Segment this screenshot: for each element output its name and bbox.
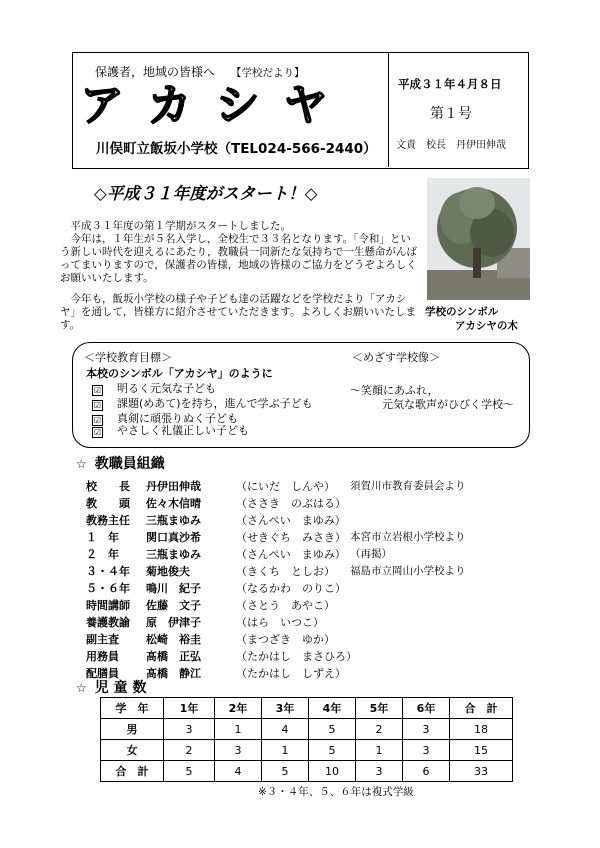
staff-role: 時間講師 — [86, 599, 130, 612]
checkbox-icon: ☑ — [93, 428, 102, 437]
article-paragraph-1: 平成３１年度の第１学期がスタートしました。 — [70, 220, 291, 232]
table-cell: 10 — [309, 761, 356, 782]
school-name: 川俣町立飯坂小学校（TEL024-566-2440） — [96, 141, 377, 157]
staff-role: 用務員 — [86, 650, 119, 663]
goal-item — [92, 380, 216, 396]
table-cell: 6 — [403, 761, 450, 782]
table-cell: 4 — [215, 761, 262, 782]
table-cell: 女 — [101, 740, 164, 761]
table-cell: 4 — [262, 719, 309, 740]
staff-name: 菊地俊夫 — [146, 565, 190, 578]
table-row — [101, 698, 513, 719]
staff-name: 関口真沙希 — [146, 531, 201, 544]
staff-reading: （はら いつこ） — [236, 616, 324, 629]
author-name: 丹伊田伸哉 — [456, 140, 506, 151]
staff-reading: （まつざき ゆか） — [236, 633, 335, 646]
checkbox-icon: ☑ — [93, 386, 102, 395]
staff-name: 原 伊津子 — [146, 616, 201, 629]
table-cell: 5 — [164, 761, 215, 782]
vision-line-1: ～笑顔にあふれ， — [350, 384, 439, 397]
star-icon: ☆ — [76, 681, 87, 695]
table-cell: 1 — [215, 719, 262, 740]
table-cell: 3 — [164, 719, 215, 740]
goals-title: ＜学校教育目標＞ — [84, 351, 172, 364]
goal-item-text: 明るく元気な子ども — [117, 382, 216, 395]
staff-heading-text: 教職員組織 — [94, 456, 165, 472]
author-label: 文責 — [396, 140, 416, 151]
table-cell: 1 — [262, 740, 309, 761]
table-cell: 5 — [262, 761, 309, 782]
vision-line-2: 元気な歌声がひびく学校～ — [382, 398, 514, 411]
staff-role: 教 頭 — [86, 497, 130, 510]
star-icon: ☆ — [76, 457, 87, 471]
table-cell: 2 — [356, 719, 403, 740]
staff-reading: （にいだ しんや） — [236, 480, 335, 493]
article-paragraph-2: 今年は，１年生が５名入学し，全校生で３３名となります。「令和」という新しい時代を迎えるにあたり，教職員一同新たな気持ちで一生懸命がんばってまいりますので，保護者の皆様，地域の皆様のご協力をどうぞよろしくお願いいたします。 — [60, 233, 417, 284]
staff-name: 丹伊田伸哉 — [146, 480, 201, 493]
staff-reading: （たかはし しずえ） — [236, 667, 346, 680]
staff-name: 鳴川 紀子 — [146, 582, 201, 595]
table-cell: 15 — [450, 740, 513, 761]
greeting — [95, 63, 305, 80]
staff-role: １ 年 — [86, 531, 119, 544]
table-cell: 33 — [450, 761, 513, 782]
table-cell: 3 — [403, 719, 450, 740]
staff-reading: （さとう あやこ） — [236, 599, 335, 612]
table-cell: 3 — [356, 761, 403, 782]
goal-item-text: やさしく礼儀正しい子ども — [117, 424, 249, 437]
staff-note: 本宮市立岩根小学校より — [350, 531, 466, 543]
table-cell: 18 — [450, 719, 513, 740]
table-cell: 5 — [309, 719, 356, 740]
staff-role: 副主査 — [86, 633, 119, 646]
staff-note: （再掲） — [350, 548, 392, 560]
table-row — [101, 740, 513, 761]
goal-item — [92, 422, 249, 438]
table-cell: 3 — [403, 740, 450, 761]
staff-name: 髙橋 正弘 — [146, 650, 201, 663]
staff-reading: （なるかわ のりこ） — [236, 582, 346, 595]
staff-reading: （きくち としお） — [236, 565, 335, 578]
table-cell: 男 — [101, 719, 164, 740]
staff-name: 髙橋 静江 — [146, 667, 201, 680]
photo-caption-1: 学校のシンボル — [425, 306, 499, 318]
newsletter-title-text: アカシヤ — [80, 80, 352, 131]
tree-image — [427, 178, 530, 300]
table-cell: 3年 — [262, 698, 309, 719]
table-cell: 6年 — [403, 698, 450, 719]
table-footnote: ※３・４年、５、６年は複式学級 — [258, 786, 414, 798]
table-row — [101, 719, 513, 740]
masthead-divider — [388, 52, 389, 167]
staff-heading — [76, 453, 165, 473]
issue-date: 平成３１年４月８日 — [398, 77, 502, 91]
vision-title: ＜めざす学校像＞ — [352, 351, 440, 364]
author-role: 校長 — [426, 140, 446, 151]
staff-reading: （ささき のぶはる） — [236, 497, 346, 510]
article-body — [60, 220, 420, 332]
checkbox-icon: ☑ — [93, 416, 102, 425]
students-heading-text: 児 童 数 — [94, 680, 147, 696]
goals-intro: 本校のシンボル「アカシヤ」のように — [86, 367, 273, 380]
students-heading — [76, 677, 147, 697]
table-cell: 5 — [309, 740, 356, 761]
table-cell: 1 — [356, 740, 403, 761]
staff-role: ５・６年 — [86, 582, 130, 595]
table-row — [101, 761, 513, 782]
table-cell: 学 年 — [101, 698, 164, 719]
staff-name: 佐藤 文子 — [146, 599, 201, 612]
article-paragraph-3: 今年も，飯坂小学校の様子や子ども達の活躍などを学校だより「アカシヤ」を通して，皆様方に紹介させていただきます。よろしくお願いいたします。 — [60, 293, 416, 331]
staff-role: 養護教諭 — [86, 616, 130, 629]
table-cell: 4年 — [309, 698, 356, 719]
acacia-tree-photo — [427, 178, 530, 300]
table-cell: 合 計 — [450, 698, 513, 719]
student-count-table — [100, 697, 513, 782]
staff-name: 三瓶まゆみ — [146, 514, 201, 527]
staff-role: ２ 年 — [86, 548, 119, 561]
author-line — [396, 136, 516, 151]
newsletter-tag: 【学校だより】 — [231, 67, 305, 79]
checkbox-icon: ☑ — [93, 401, 102, 410]
staff-name: 松崎 裕圭 — [146, 633, 201, 646]
staff-reading: （さんぺい まゆみ） — [236, 514, 346, 527]
staff-role: 校 長 — [86, 480, 130, 493]
newsletter-title — [80, 82, 380, 130]
goal-item-text: 真剣に頑張りぬく子ども — [117, 412, 238, 425]
staff-reading: （さんぺい まゆみ） — [236, 548, 346, 561]
staff-name: 三瓶まゆみ — [146, 548, 201, 561]
table-cell: 合 計 — [101, 761, 164, 782]
goal-item-text: 課題(めあて)を持ち，進んで学ぶ子ども — [117, 397, 313, 410]
table-cell: 2年 — [215, 698, 262, 719]
table-cell: 5年 — [356, 698, 403, 719]
table-cell: 2 — [164, 740, 215, 761]
goal-item — [92, 395, 313, 411]
staff-note: 福島市立岡山小学校より — [350, 565, 466, 577]
staff-role: 配膳員 — [86, 667, 119, 680]
article-headline: ◇平成３１年度がスタート！◇ — [94, 184, 318, 203]
staff-reading: （せきぐち みさき） — [236, 531, 346, 544]
table-cell: 3 — [215, 740, 262, 761]
photo-caption-2: アカシヤの木 — [455, 320, 518, 332]
staff-reading: （たかはし まさひろ） — [236, 650, 357, 663]
staff-role: ３・４年 — [86, 565, 130, 578]
greeting-text: 保護者，地域の皆様へ — [95, 65, 216, 79]
staff-name: 佐々木信晴 — [146, 497, 201, 510]
issue-number: 第１号 — [430, 106, 472, 122]
staff-note: 須賀川市教育委員会より — [350, 480, 466, 492]
table-cell: 1年 — [164, 698, 215, 719]
staff-role: 教務主任 — [86, 514, 130, 527]
